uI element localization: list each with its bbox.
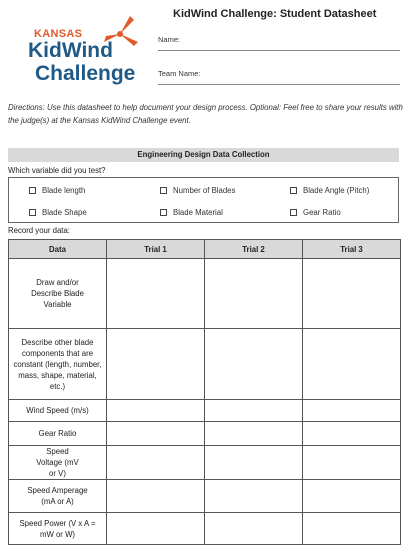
name-label: Name: [158, 35, 181, 44]
checkbox[interactable] [160, 209, 167, 216]
data-cell[interactable] [107, 259, 205, 329]
header-trial-3: Trial 3 [303, 240, 401, 259]
team-name-field[interactable] [158, 84, 400, 85]
row-label: Gear Ratio [9, 422, 107, 446]
header-trial-2: Trial 2 [205, 240, 303, 259]
logo-kidwind-text: KidWind [28, 39, 113, 62]
table-header-row [9, 240, 401, 259]
table-row [9, 329, 401, 400]
row-label: Speed Amperage (mA or A) [9, 480, 107, 513]
data-cell[interactable] [205, 513, 303, 545]
checkbox[interactable] [29, 209, 36, 216]
data-cell[interactable] [205, 400, 303, 422]
option-label: Blade Angle (Pitch) [303, 186, 370, 195]
option-label: Blade Shape [42, 208, 87, 217]
row-label: Speed Power (V x A = mW or W) [9, 513, 107, 545]
option-blade-shape[interactable] [29, 208, 87, 217]
option-label: Blade Material [173, 208, 223, 217]
option-number-of-blades[interactable] [160, 186, 235, 195]
data-cell[interactable] [205, 329, 303, 400]
checkbox[interactable] [29, 187, 36, 194]
wind-turbine-icon [100, 12, 140, 56]
row-label: Speed Voltage (mV or V) [9, 446, 107, 480]
option-gear-ratio[interactable] [290, 208, 341, 217]
table-row [9, 480, 401, 513]
row-label: Draw and/or Describe Blade Variable [9, 259, 107, 329]
checkbox[interactable] [290, 187, 297, 194]
data-cell[interactable] [107, 446, 205, 480]
checkbox[interactable] [290, 209, 297, 216]
data-cell[interactable] [205, 446, 303, 480]
table-row [9, 259, 401, 329]
data-table [8, 239, 401, 545]
logo-challenge-text: Challenge [35, 62, 136, 85]
row-label: Wind Speed (m/s) [9, 400, 107, 422]
record-label: Record your data: [8, 226, 70, 235]
team-name-label: Team Name: [158, 69, 201, 78]
data-cell[interactable] [303, 400, 401, 422]
table-row [9, 400, 401, 422]
data-cell[interactable] [107, 400, 205, 422]
option-blade-length[interactable] [29, 186, 85, 195]
checkbox[interactable] [160, 187, 167, 194]
option-label: Gear Ratio [303, 208, 341, 217]
data-cell[interactable] [107, 329, 205, 400]
section-title: Engineering Design Data Collection [8, 148, 399, 162]
directions-text: Directions: Use this datasheet to help document your design process. Optional: Feel free to share your results with the judge(s) at the Kansas KidWind Challenge event. [8, 103, 403, 125]
data-cell[interactable] [303, 446, 401, 480]
table-row [9, 513, 401, 545]
header-trial-1: Trial 1 [107, 240, 205, 259]
data-cell[interactable] [303, 259, 401, 329]
data-cell[interactable] [303, 329, 401, 400]
option-blade-material[interactable] [160, 208, 223, 217]
header-data: Data [9, 240, 107, 259]
option-blade-angle[interactable] [290, 186, 369, 195]
data-cell[interactable] [205, 259, 303, 329]
variable-question: Which variable did you test? [8, 166, 106, 175]
data-cell[interactable] [303, 513, 401, 545]
name-field[interactable] [158, 50, 400, 51]
logo-kansas-text: KANSAS [34, 28, 83, 40]
data-cell[interactable] [107, 480, 205, 513]
table-row [9, 422, 401, 446]
option-label: Blade length [42, 186, 86, 195]
data-cell[interactable] [205, 480, 303, 513]
kidwind-logo [22, 12, 142, 84]
variable-options [8, 177, 399, 223]
row-label: Describe other blade components that are constant (length, number, mass, shape, material, etc.) [9, 329, 107, 400]
data-cell[interactable] [303, 422, 401, 446]
data-cell[interactable] [107, 422, 205, 446]
data-cell[interactable] [107, 513, 205, 545]
data-cell[interactable] [303, 480, 401, 513]
datasheet-title: KidWind Challenge: Student Datasheet [173, 8, 377, 20]
data-cell[interactable] [205, 422, 303, 446]
table-row [9, 446, 401, 480]
option-label: Number of Blades [173, 186, 236, 195]
